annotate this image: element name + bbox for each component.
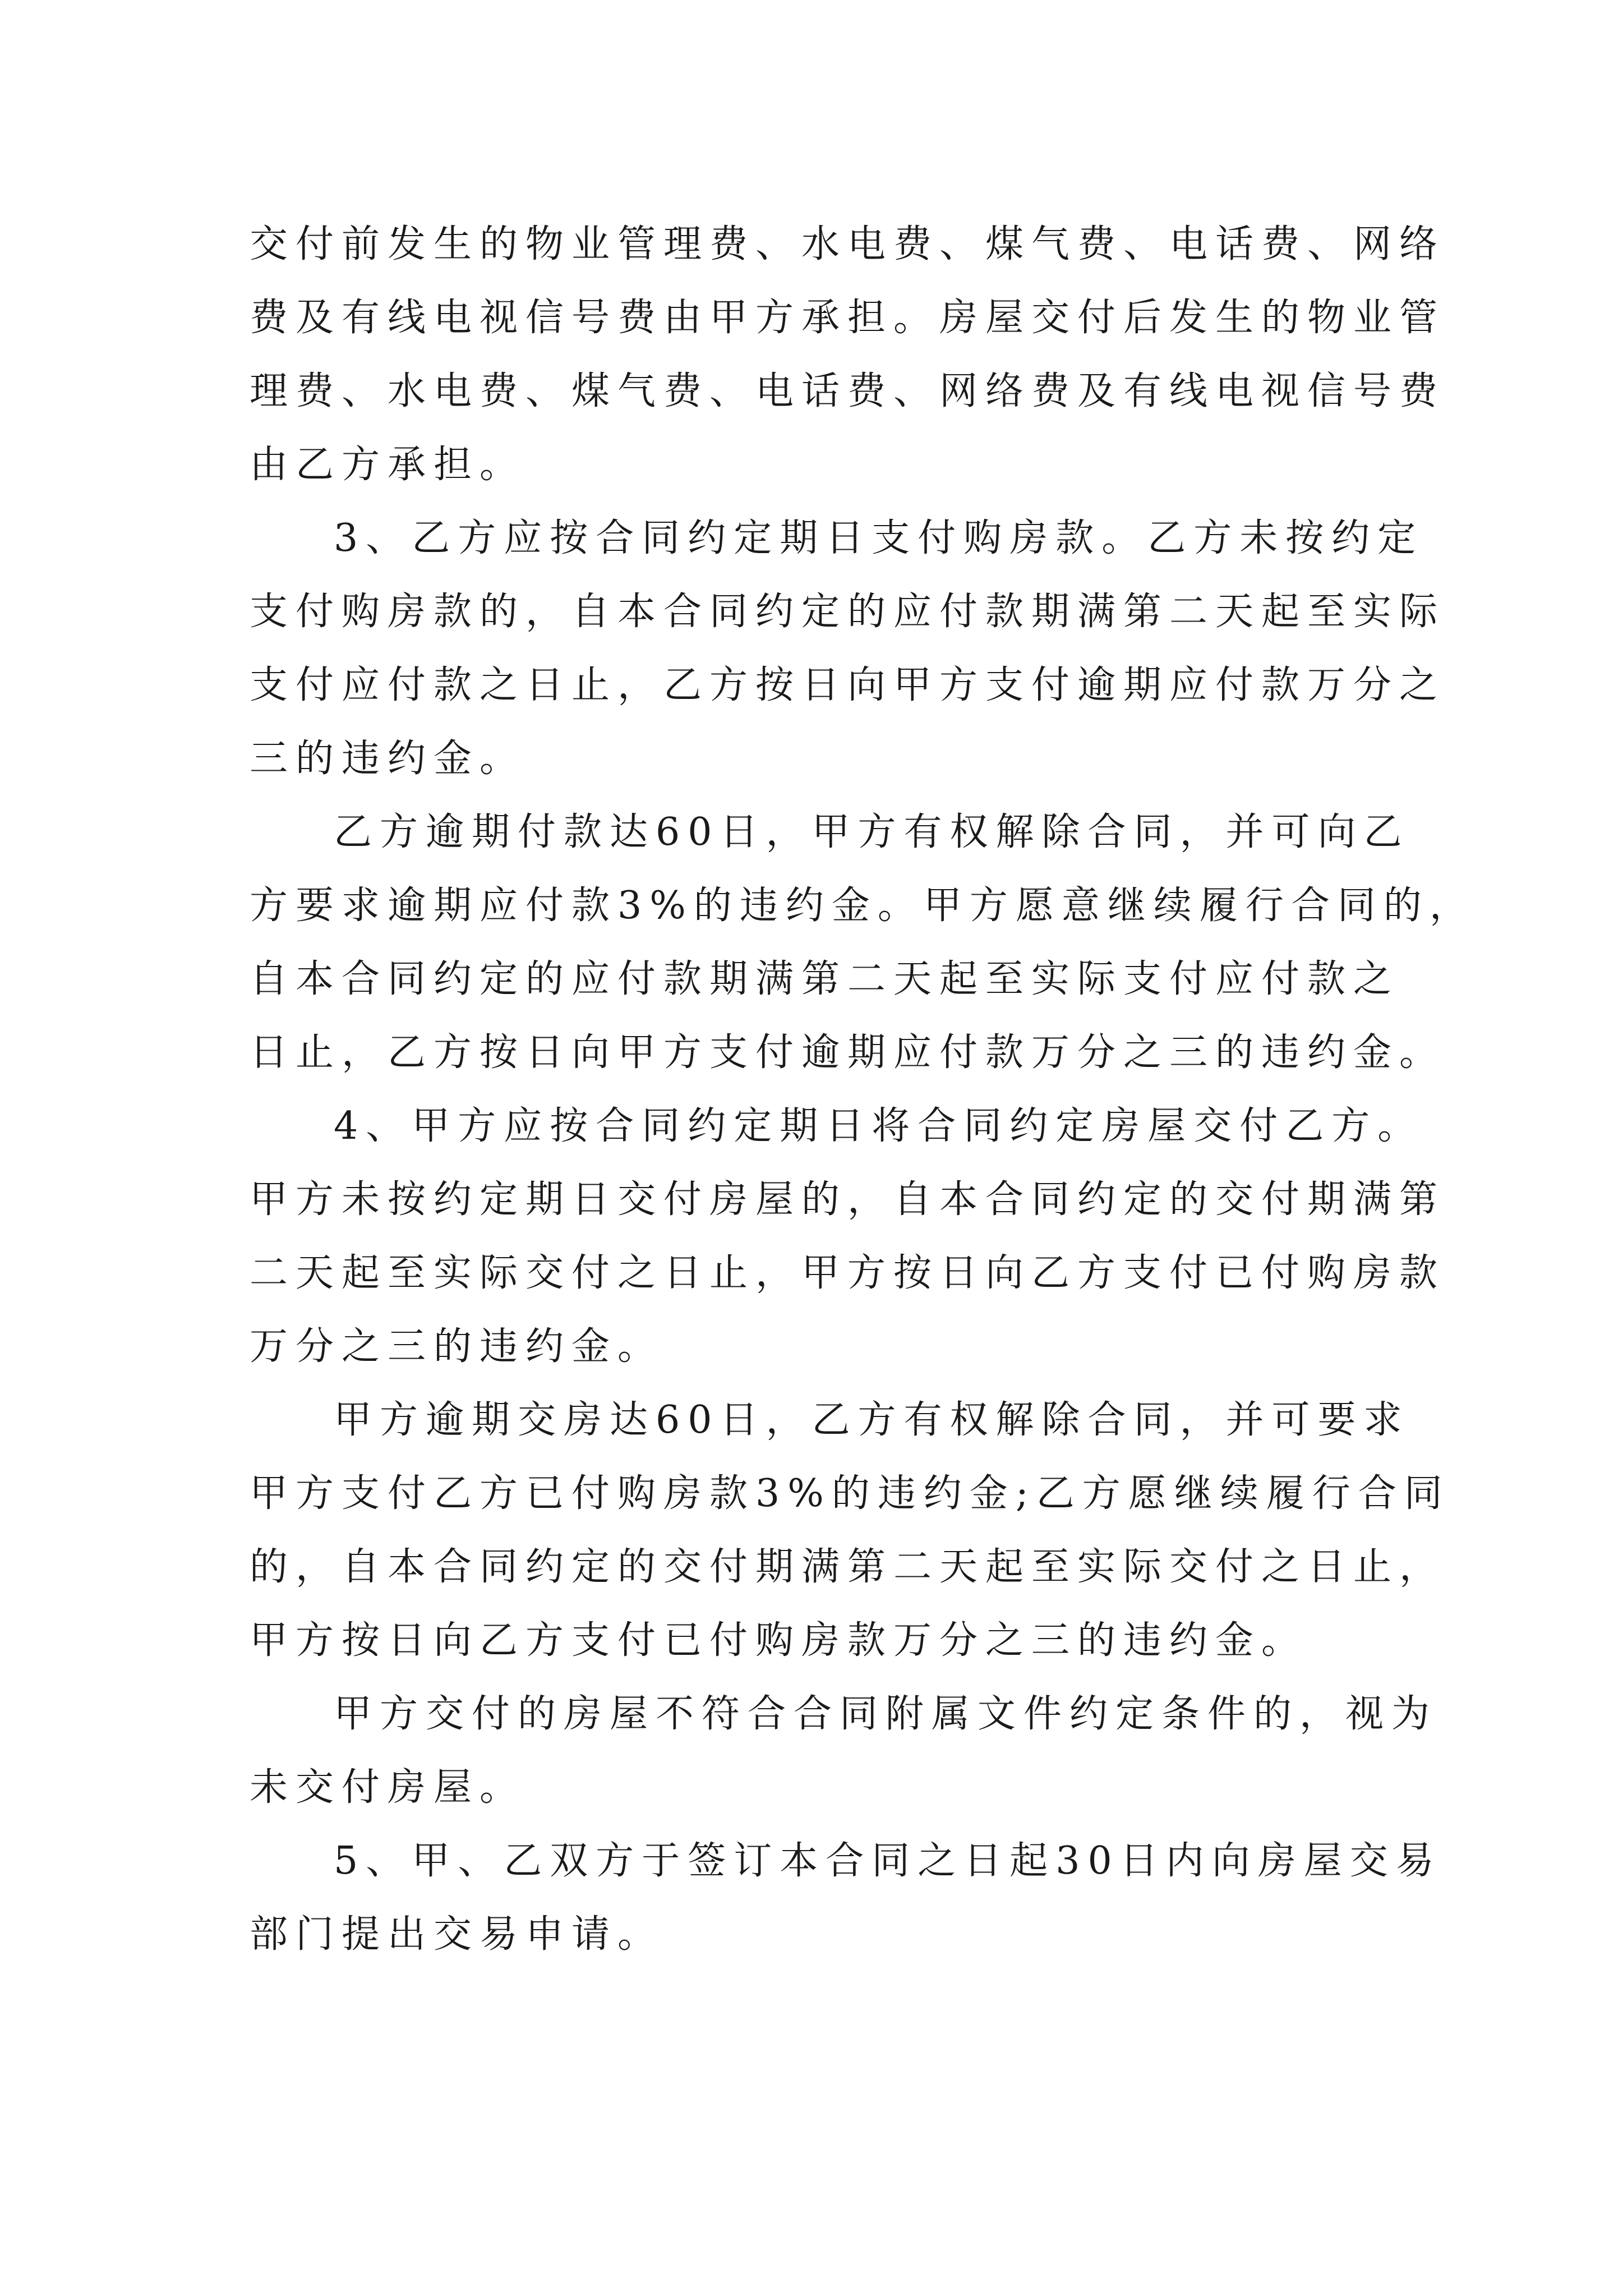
text-line: 甲方支付乙方已付购房款3%的违约金;乙方愿继续履行合同 bbox=[250, 1471, 1450, 1516]
paragraph-start-line: 甲方逾期交房达60日，乙方有权解除合同，并可要求 bbox=[334, 1398, 1410, 1442]
text-line: 日止，乙方按日向甲方支付逾期应付款万分之三的违约金。 bbox=[250, 1030, 1446, 1075]
text-line: 的，自本合同约定的交付期满第二天起至实际交付之日止， bbox=[250, 1545, 1446, 1589]
text-line: 费及有线电视信号费由甲方承担。房屋交付后发生的物业管 bbox=[250, 296, 1446, 340]
clause-3-line: 3、乙方应按合同约定期日支付购房款。乙方未按约定 bbox=[334, 516, 1424, 560]
text-line: 甲方未按约定期日交付房屋的，自本合同约定的交付期满第 bbox=[250, 1177, 1446, 1222]
text-line: 自本合同约定的应付款期满第二天起至实际支付应付款之 bbox=[250, 957, 1400, 1001]
text-line: 部门提出交易申请。 bbox=[250, 1912, 664, 1957]
text-line: 方要求逾期应付款3%的违约金。甲方愿意继续履行合同的， bbox=[250, 884, 1476, 928]
text-line: 未交付房屋。 bbox=[250, 1765, 526, 1810]
paragraph-start-line: 甲方交付的房屋不符合合同附属文件约定条件的，视为 bbox=[334, 1692, 1438, 1736]
text-line: 甲方按日向乙方支付已付购房款万分之三的违约金。 bbox=[250, 1618, 1308, 1663]
text-line: 由乙方承担。 bbox=[250, 443, 526, 487]
text-line: 支付购房款的，自本合同约定的应付款期满第二天起至实际 bbox=[250, 590, 1446, 634]
clause-5-line: 5、甲、乙双方于签订本合同之日起30日内向房屋交易 bbox=[334, 1839, 1442, 1883]
text-line: 支付应付款之日止，乙方按日向甲方支付逾期应付款万分之 bbox=[250, 663, 1446, 707]
text-line: 交付前发生的物业管理费、水电费、煤气费、电话费、网络 bbox=[250, 222, 1446, 266]
text-line: 二天起至实际交付之日止，甲方按日向乙方支付已付购房款 bbox=[250, 1251, 1446, 1295]
text-line: 三的违约金。 bbox=[250, 737, 526, 781]
paragraph-start-line: 乙方逾期付款达60日，甲方有权解除合同，并可向乙 bbox=[334, 810, 1410, 854]
text-line: 理费、水电费、煤气费、电话费、网络费及有线电视信号费 bbox=[250, 369, 1446, 413]
text-line: 万分之三的违约金。 bbox=[250, 1324, 664, 1369]
document-body bbox=[250, 208, 1476, 1971]
clause-4-line: 4、甲方应按合同约定期日将合同约定房屋交付乙方。 bbox=[334, 1104, 1424, 1148]
